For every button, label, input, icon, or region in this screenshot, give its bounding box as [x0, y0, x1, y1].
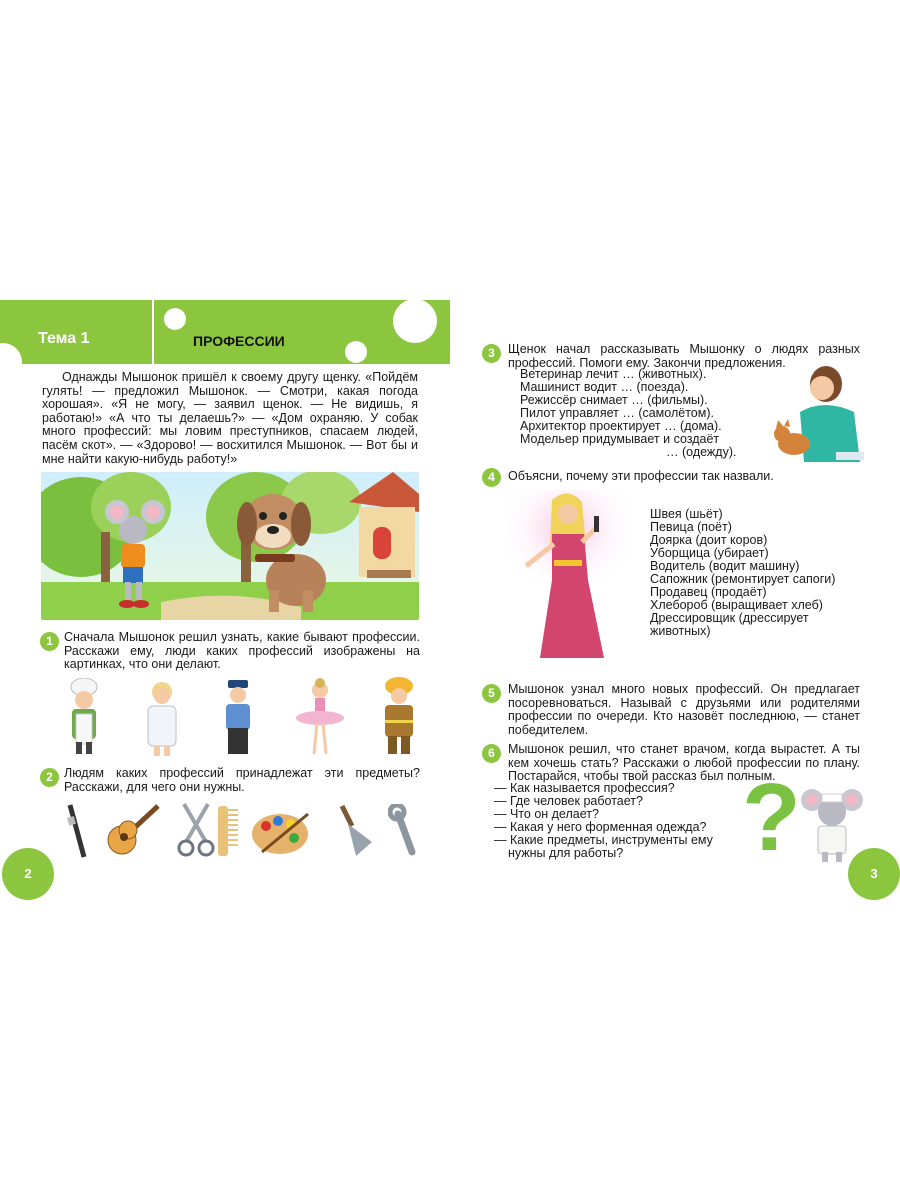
task-number-badge: 2	[40, 768, 59, 787]
task4-line: Продавец (продаёт)	[650, 585, 767, 599]
wrench-icon	[388, 804, 422, 865]
task6-plan-item: — Что он делает?	[494, 807, 599, 821]
page-number: 2	[2, 848, 54, 900]
task-number-badge: 3	[482, 344, 501, 363]
task-number-badge: 6	[482, 744, 501, 763]
story-text: Однажды Мышонок пришёл к своему другу щенку. «Пойдём гулять! — предложил Мышонок. — Смотри, какая погода хорошая». «Я не могу, — заявил щенок. — Не видишь, я работаю!» «А что ты делаешь?» — «Дом охраняю. У собак много профессий: мы ловим преступников, спасаем людей, пасём скот». — «Здорово! — восхитился Мышонок. — Вот бы и мне найти какую-нибудь работу!»	[42, 370, 418, 466]
task3-line: Режиссёр снимает … (фильмы).	[520, 393, 708, 407]
task1-text: Сначала Мышонок решил узнать, какие бывают профессии. Расскажи ему, люди каких профессий изображены на картинках, что они делают.	[64, 630, 420, 672]
police-officer-icon	[216, 678, 260, 763]
task6-plan-item: — Как называется профессия?	[494, 781, 675, 795]
brush-icon	[62, 803, 92, 866]
task3-line: Машинист водит … (поезда).	[520, 380, 689, 394]
task4-line: Хлебороб (выращивает хлеб)	[650, 598, 823, 612]
task4-line: Сапожник (ремонтирует сапоги)	[650, 572, 836, 586]
topic-label: Тема 1	[38, 330, 90, 347]
task-number-badge: 4	[482, 468, 501, 487]
guitar-icon	[104, 804, 162, 863]
task3-line: Пилот управляет … (самолётом).	[520, 406, 714, 420]
trowel-icon	[334, 802, 374, 863]
task3-intro: Щенок начал рассказывать Мышонку о людях разных профессий. Помоги ему. Закончи предложения.	[508, 342, 860, 370]
topic-header-divider	[152, 300, 154, 364]
ballerina-icon	[292, 678, 348, 763]
task4-line: Доярка (доит коров)	[650, 533, 768, 547]
firefighter-icon	[376, 676, 422, 763]
task4-line: Певица (поёт)	[650, 520, 732, 534]
palette-icon	[250, 808, 312, 861]
task2-text: Людям каких профессий принадлежат эти предметы? Расскажи, для чего они нужны.	[64, 766, 420, 794]
task6-plan-item: — Какие предметы, инструменты ему	[494, 833, 713, 847]
task4-text: Объясни, почему эти профессии так назвали.	[508, 469, 774, 483]
header-circle-decor	[393, 299, 437, 343]
task4-line: Уборщица (убирает)	[650, 546, 769, 560]
page-number: 3	[848, 848, 900, 900]
singer-illustration	[508, 490, 628, 675]
task-number-badge: 1	[40, 632, 59, 651]
story-illustration	[41, 472, 419, 620]
veterinarian-illustration	[764, 362, 864, 467]
task6-text: Мышонок решил, что станет врачом, когда вырастет. А ты кем хочешь стать? Расскажи о любой профессии по плану. Постарайся, чтобы твой рассказ был полным.	[508, 742, 860, 784]
task3-line: … (одежду).	[666, 445, 737, 459]
task3-line: Модельер придумывает и создаёт	[520, 432, 720, 446]
task5-text: Мышонок узнал много новых профессий. Он предлагает посоревноваться. Называй с друзьями или родителями профессии по очереди. Кто назовёт последнюю, — станет победителем.	[508, 682, 860, 737]
scissors-icon	[176, 802, 216, 863]
chef-icon	[62, 678, 106, 763]
header-circle-decor	[164, 308, 186, 330]
task6-plan-item: нужны для работы?	[508, 846, 624, 860]
task3-line: Архитектор проектирует … (дома).	[520, 419, 722, 433]
comb-icon	[214, 804, 242, 863]
task4-line: Водитель (водит машину)	[650, 559, 800, 573]
task3-line: Ветеринар лечит … (животных).	[520, 367, 707, 381]
task4-line: животных)	[650, 624, 711, 638]
task-number-badge: 5	[482, 684, 501, 703]
task4-line: Швея (шьёт)	[650, 507, 723, 521]
task6-plan-item: — Какая у него форменная одежда?	[494, 820, 707, 834]
task6-plan-item: — Где человек работает?	[494, 794, 643, 808]
task4-line: Дрессировщик (дрессирует	[650, 611, 809, 625]
doctor-icon	[140, 680, 184, 765]
question-mark-icon: ?	[742, 764, 801, 871]
header-circle-decor	[345, 341, 367, 363]
topic-title: ПРОФЕССИИ	[193, 333, 285, 349]
